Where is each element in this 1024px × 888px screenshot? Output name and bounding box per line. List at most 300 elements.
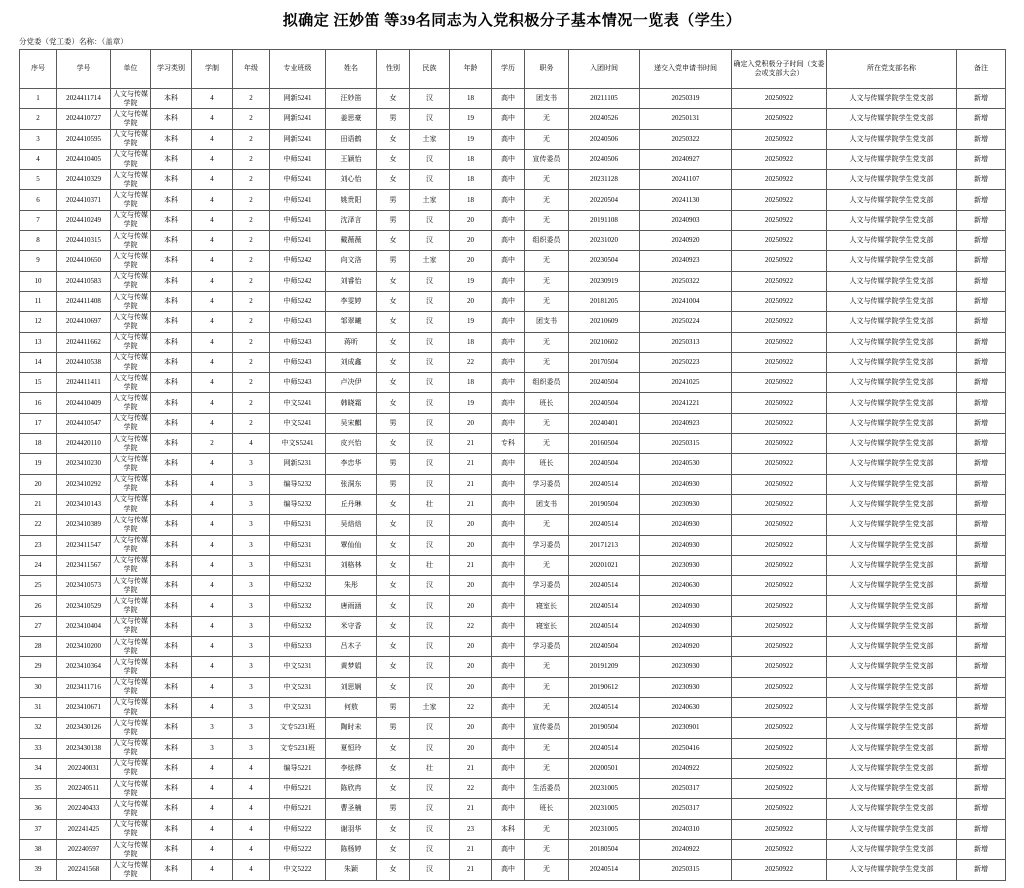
table-cell: 高中	[492, 535, 525, 555]
table-cell: 2023410404	[57, 616, 111, 636]
table-cell: 女	[377, 738, 410, 758]
table-cell: 邹翠曦	[326, 312, 377, 332]
table-cell: 20180504	[569, 839, 640, 859]
table-cell: 新增	[957, 860, 1006, 880]
table-row	[20, 454, 1006, 474]
table-cell: 4	[192, 373, 233, 393]
table-cell: 20240504	[569, 373, 640, 393]
table-cell: 人文与传媒学院	[111, 758, 151, 778]
table-cell: 20250922	[732, 352, 827, 372]
table-cell: 新增	[957, 494, 1006, 514]
table-cell: 中文5231	[270, 657, 326, 677]
table-cell: 网新5241	[270, 109, 326, 129]
table-cell: 汉	[410, 89, 450, 109]
table-cell: 18	[450, 89, 492, 109]
table-cell: 21	[450, 839, 492, 859]
table-cell: 2	[233, 109, 270, 129]
table-cell: 人文与传媒学院	[111, 312, 151, 332]
table-cell: 20240930	[640, 616, 732, 636]
table-cell: 20211105	[569, 89, 640, 109]
table-cell: 20250922	[732, 332, 827, 352]
table-cell: 中师5232	[270, 596, 326, 616]
table-row	[20, 129, 1006, 149]
table-cell: 20230930	[640, 677, 732, 697]
table-cell: 20240504	[569, 454, 640, 474]
table-cell: 20250922	[732, 494, 827, 514]
table-cell: 3	[192, 738, 233, 758]
table-cell: 39	[20, 860, 57, 880]
table-row	[20, 758, 1006, 778]
table-cell: 人文与传媒学院	[111, 535, 151, 555]
table-cell: 本科	[151, 779, 192, 799]
table-cell: 2	[233, 413, 270, 433]
table-cell: 3	[233, 555, 270, 575]
table-cell: 29	[20, 657, 57, 677]
table-cell: 无	[525, 657, 569, 677]
table-cell: 20240504	[569, 637, 640, 657]
table-cell: 20240920	[640, 231, 732, 251]
table-cell: 2	[233, 210, 270, 230]
table-cell: 汉	[410, 657, 450, 677]
table-cell: 2023410529	[57, 596, 111, 616]
table-cell: 34	[20, 758, 57, 778]
table-cell: 新增	[957, 839, 1006, 859]
table-cell: 女	[377, 291, 410, 311]
table-cell: 21	[450, 474, 492, 494]
table-cell: 中师5243	[270, 352, 326, 372]
table-cell: 20250313	[640, 332, 732, 352]
table-cell: 人文与传媒学院	[111, 332, 151, 352]
table-cell: 人文与传媒学院学生党支部	[827, 596, 957, 616]
table-cell: 无	[525, 129, 569, 149]
table-cell: 中师5232	[270, 616, 326, 636]
table-cell: 人文与传媒学院	[111, 454, 151, 474]
table-cell: 4	[192, 332, 233, 352]
table-cell: 女	[377, 779, 410, 799]
table-cell: 田语鹤	[326, 129, 377, 149]
table-cell: 本科	[151, 332, 192, 352]
table-cell: 新增	[957, 799, 1006, 819]
table-cell: 网新5241	[270, 129, 326, 149]
table-cell: 20250922	[732, 291, 827, 311]
table-row	[20, 860, 1006, 880]
table-cell: 汉	[410, 616, 450, 636]
table-cell: 新增	[957, 616, 1006, 636]
table-row	[20, 109, 1006, 129]
table-cell: 本科	[151, 616, 192, 636]
table-cell: 20241025	[640, 373, 732, 393]
table-cell: 27	[20, 616, 57, 636]
table-cell: 女	[377, 535, 410, 555]
table-cell: 高中	[492, 393, 525, 413]
table-cell: 人文与传媒学院学生党支部	[827, 779, 957, 799]
table-cell: 2	[233, 89, 270, 109]
table-cell: 人文与传媒学院	[111, 819, 151, 839]
table-cell: 21	[450, 799, 492, 819]
table-cell: 汉	[410, 231, 450, 251]
table-cell: 18	[450, 373, 492, 393]
table-cell: 20250131	[640, 109, 732, 129]
table-cell: 人文与传媒学院学生党支部	[827, 677, 957, 697]
table-cell: 新增	[957, 170, 1006, 190]
table-cell: 新增	[957, 393, 1006, 413]
table-cell: 2023410389	[57, 515, 111, 535]
table-cell: 蒋昕	[326, 332, 377, 352]
table-cell: 20250922	[732, 799, 827, 819]
table-cell: 新增	[957, 352, 1006, 372]
table-cell: 19	[450, 129, 492, 149]
table-cell: 汉	[410, 291, 450, 311]
table-cell: 高中	[492, 799, 525, 819]
table-cell: 20191209	[569, 657, 640, 677]
table-cell: 本科	[151, 697, 192, 717]
table-cell: 团支书	[525, 312, 569, 332]
table-cell: 本科	[151, 596, 192, 616]
table-cell: 新增	[957, 373, 1006, 393]
table-cell: 新增	[957, 271, 1006, 291]
table-cell: 新增	[957, 697, 1006, 717]
table-cell: 20240514	[569, 860, 640, 880]
table-cell: 高中	[492, 190, 525, 210]
table-cell: 新增	[957, 758, 1006, 778]
table-cell: 20240922	[640, 758, 732, 778]
table-cell: 新增	[957, 413, 1006, 433]
table-row	[20, 393, 1006, 413]
table-cell: 女	[377, 758, 410, 778]
table-cell: 新增	[957, 251, 1006, 271]
table-cell: 4	[192, 819, 233, 839]
table-cell: 19	[450, 271, 492, 291]
table-cell: 无	[525, 291, 569, 311]
table-cell: 21	[450, 454, 492, 474]
table-cell: 4	[192, 190, 233, 210]
table-cell: 人文与传媒学院	[111, 576, 151, 596]
table-body	[20, 89, 1006, 881]
table-cell: 2	[233, 129, 270, 149]
column-header: 学历	[492, 50, 525, 89]
table-cell: 人文与传媒学院学生党支部	[827, 149, 957, 169]
table-cell: 人文与传媒学院	[111, 494, 151, 514]
table-cell: 人文与传媒学院	[111, 393, 151, 413]
table-cell: 19	[450, 109, 492, 129]
table-cell: 女	[377, 616, 410, 636]
table-cell: 20191108	[569, 210, 640, 230]
column-header: 确定入党积极分子时间（支委会或支部大会）	[732, 50, 827, 89]
table-cell: 20181205	[569, 291, 640, 311]
table-cell: 人文与传媒学院学生党支部	[827, 271, 957, 291]
table-cell: 人文与传媒学院	[111, 839, 151, 859]
table-cell: 4	[192, 352, 233, 372]
candidate-table	[19, 49, 1006, 881]
table-cell: 生活委员	[525, 779, 569, 799]
table-cell: 20250922	[732, 555, 827, 575]
table-cell: 20	[450, 657, 492, 677]
table-cell: 人文与传媒学院	[111, 373, 151, 393]
table-cell: 人文与传媒学院学生党支部	[827, 860, 957, 880]
table-cell: 高中	[492, 332, 525, 352]
table-cell: 20	[450, 291, 492, 311]
table-cell: 本科	[151, 373, 192, 393]
column-header: 职务	[525, 50, 569, 89]
table-cell: 汉	[410, 860, 450, 880]
table-cell: 高中	[492, 576, 525, 596]
table-cell: 本科	[151, 454, 192, 474]
table-cell: 2023410143	[57, 494, 111, 514]
table-cell: 26	[20, 596, 57, 616]
table-cell: 中师5231	[270, 535, 326, 555]
table-cell: 汉	[410, 149, 450, 169]
table-cell: 21	[20, 494, 57, 514]
table-cell: 20250922	[732, 393, 827, 413]
table-cell: 20240401	[569, 413, 640, 433]
table-cell: 本科	[151, 839, 192, 859]
table-cell: 班长	[525, 454, 569, 474]
table-cell: 3	[233, 535, 270, 555]
table-cell: 35	[20, 779, 57, 799]
table-cell: 2023410573	[57, 576, 111, 596]
table-cell: 20230930	[640, 657, 732, 677]
table-cell: 中师5241	[270, 210, 326, 230]
table-cell: 23	[20, 535, 57, 555]
table-row	[20, 839, 1006, 859]
table-cell: 团支书	[525, 494, 569, 514]
table-cell: 20240514	[569, 515, 640, 535]
table-cell: 女	[377, 332, 410, 352]
table-cell: 20240630	[640, 697, 732, 717]
table-cell: 土家	[410, 129, 450, 149]
table-cell: 学习委员	[525, 576, 569, 596]
table-cell: 人文与传媒学院学生党支部	[827, 738, 957, 758]
table-cell: 新增	[957, 677, 1006, 697]
table-cell: 李炫烨	[326, 758, 377, 778]
table-cell: 202240031	[57, 758, 111, 778]
table-cell: 22	[450, 779, 492, 799]
table-cell: 汉	[410, 434, 450, 454]
table-cell: 女	[377, 677, 410, 697]
table-cell: 20250922	[732, 839, 827, 859]
table-cell: 人文与传媒学院	[111, 149, 151, 169]
table-cell: 土家	[410, 697, 450, 717]
table-cell: 王颖怡	[326, 149, 377, 169]
table-cell: 4	[192, 393, 233, 413]
table-cell: 20240930	[640, 474, 732, 494]
table-cell: 17	[20, 413, 57, 433]
table-cell: 人文与传媒学院学生党支部	[827, 474, 957, 494]
table-cell: 20240923	[640, 413, 732, 433]
table-cell: 新增	[957, 109, 1006, 129]
table-cell: 5	[20, 170, 57, 190]
table-row	[20, 231, 1006, 251]
table-cell: 陈杨婷	[326, 839, 377, 859]
table-cell: 25	[20, 576, 57, 596]
table-cell: 人文与传媒学院	[111, 434, 151, 454]
table-cell: 1	[20, 89, 57, 109]
table-cell: 4	[192, 677, 233, 697]
table-cell: 学习委员	[525, 474, 569, 494]
table-cell: 无	[525, 515, 569, 535]
table-cell: 人文与传媒学院学生党支部	[827, 352, 957, 372]
table-cell: 女	[377, 89, 410, 109]
table-cell: 2023430126	[57, 718, 111, 738]
table-cell: 本科	[151, 393, 192, 413]
table-cell: 高中	[492, 170, 525, 190]
table-cell: 4	[192, 596, 233, 616]
table-cell: 汉	[410, 332, 450, 352]
table-cell: 李雯婷	[326, 291, 377, 311]
table-row	[20, 637, 1006, 657]
table-cell: 中师5243	[270, 312, 326, 332]
table-row	[20, 170, 1006, 190]
table-cell: 4	[192, 149, 233, 169]
table-cell: 9	[20, 251, 57, 271]
table-cell: 中师5242	[270, 271, 326, 291]
table-cell: 寝室长	[525, 616, 569, 636]
table-cell: 人文与传媒学院学生党支部	[827, 434, 957, 454]
table-cell: 人文与传媒学院学生党支部	[827, 758, 957, 778]
table-cell: 何敖	[326, 697, 377, 717]
table-row	[20, 210, 1006, 230]
table-cell: 米守香	[326, 616, 377, 636]
table-cell: 汉	[410, 109, 450, 129]
table-cell: 16	[20, 393, 57, 413]
table-row	[20, 738, 1006, 758]
table-cell: 2024410650	[57, 251, 111, 271]
table-cell: 新增	[957, 312, 1006, 332]
page-title: 拟确定 汪妙笛 等39名同志为入党积极分子基本情况一览表（学生）	[282, 13, 742, 29]
table-row	[20, 413, 1006, 433]
table-cell: 本科	[151, 799, 192, 819]
column-header: 年级	[233, 50, 270, 89]
table-cell: 新增	[957, 129, 1006, 149]
table-cell: 2	[233, 190, 270, 210]
table-cell: 男	[377, 251, 410, 271]
table-cell: 汉	[410, 799, 450, 819]
table-cell: 2024410595	[57, 129, 111, 149]
table-cell: 人文与传媒学院学生党支部	[827, 697, 957, 717]
table-cell: 高中	[492, 413, 525, 433]
table-cell: 汉	[410, 535, 450, 555]
table-cell: 2023410671	[57, 697, 111, 717]
table-row	[20, 291, 1006, 311]
table-cell: 高中	[492, 352, 525, 372]
table-cell: 无	[525, 332, 569, 352]
table-cell: 4	[192, 231, 233, 251]
table-cell: 无	[525, 109, 569, 129]
table-cell: 3	[233, 454, 270, 474]
table-cell: 13	[20, 332, 57, 352]
table-cell: 人文与传媒学院	[111, 677, 151, 697]
table-cell: 人文与传媒学院	[111, 697, 151, 717]
table-cell: 20240930	[640, 535, 732, 555]
table-cell: 20200501	[569, 758, 640, 778]
table-cell: 谢羽华	[326, 819, 377, 839]
table-cell: 男	[377, 210, 410, 230]
table-cell: 人文与传媒学院学生党支部	[827, 109, 957, 129]
table-cell: 20250922	[732, 190, 827, 210]
table-cell: 20201021	[569, 555, 640, 575]
table-cell: 20250922	[732, 271, 827, 291]
table-cell: 中文5231	[270, 677, 326, 697]
table-cell: 4	[192, 413, 233, 433]
table-cell: 人文与传媒学院	[111, 799, 151, 819]
table-cell: 2024410371	[57, 190, 111, 210]
table-cell: 卢决伊	[326, 373, 377, 393]
column-header: 学号	[57, 50, 111, 89]
table-cell: 组织委员	[525, 231, 569, 251]
table-cell: 20240504	[569, 393, 640, 413]
table-cell: 中师5222	[270, 839, 326, 859]
table-cell: 高中	[492, 555, 525, 575]
table-cell: 20230504	[569, 251, 640, 271]
table-cell: 2023411567	[57, 555, 111, 575]
table-cell: 女	[377, 312, 410, 332]
table-cell: 人文与传媒学院学生党支部	[827, 190, 957, 210]
table-cell: 20240310	[640, 819, 732, 839]
table-cell: 20230930	[640, 555, 732, 575]
table-cell: 黄梦娟	[326, 657, 377, 677]
table-cell: 人文与传媒学院	[111, 637, 151, 657]
table-cell: 高中	[492, 494, 525, 514]
table-cell: 高中	[492, 291, 525, 311]
table-cell: 20250922	[732, 657, 827, 677]
table-row	[20, 799, 1006, 819]
table-cell: 人文与传媒学院	[111, 190, 151, 210]
table-cell: 男	[377, 799, 410, 819]
table-cell: 20250922	[732, 170, 827, 190]
table-cell: 4	[192, 109, 233, 129]
table-cell: 汉	[410, 839, 450, 859]
table-cell: 20250317	[640, 799, 732, 819]
table-cell: 人文与传媒学院学生党支部	[827, 535, 957, 555]
table-cell: 20240514	[569, 697, 640, 717]
table-row	[20, 149, 1006, 169]
table-cell: 20240526	[569, 109, 640, 129]
table-cell: 高中	[492, 677, 525, 697]
table-cell: 20241004	[640, 291, 732, 311]
table-cell: 中师5231	[270, 555, 326, 575]
table-cell: 4	[192, 474, 233, 494]
table-cell: 36	[20, 799, 57, 819]
table-cell: 本科	[151, 738, 192, 758]
table-cell: 3	[233, 677, 270, 697]
table-row	[20, 434, 1006, 454]
table-cell: 人文与传媒学院	[111, 555, 151, 575]
table-cell: 人文与传媒学院	[111, 860, 151, 880]
table-cell: 本科	[151, 291, 192, 311]
table-cell: 20240927	[640, 149, 732, 169]
table-cell: 本科	[151, 819, 192, 839]
table-cell: 本科	[151, 576, 192, 596]
table-cell: 学习委员	[525, 637, 569, 657]
column-header: 备注	[957, 50, 1006, 89]
table-cell: 陶时未	[326, 718, 377, 738]
table-cell: 14	[20, 352, 57, 372]
table-cell: 高中	[492, 373, 525, 393]
table-cell: 人文与传媒学院学生党支部	[827, 373, 957, 393]
table-cell: 20240930	[640, 515, 732, 535]
table-cell: 人文与传媒学院学生党支部	[827, 393, 957, 413]
table-row	[20, 251, 1006, 271]
table-cell: 汉	[410, 170, 450, 190]
table-cell: 中师5243	[270, 373, 326, 393]
table-cell: 21	[450, 860, 492, 880]
table-cell: 寝室长	[525, 596, 569, 616]
table-cell: 高中	[492, 860, 525, 880]
table-cell: 2	[233, 291, 270, 311]
table-cell: 新增	[957, 555, 1006, 575]
table-cell: 4	[192, 758, 233, 778]
table-cell: 本科	[151, 555, 192, 575]
